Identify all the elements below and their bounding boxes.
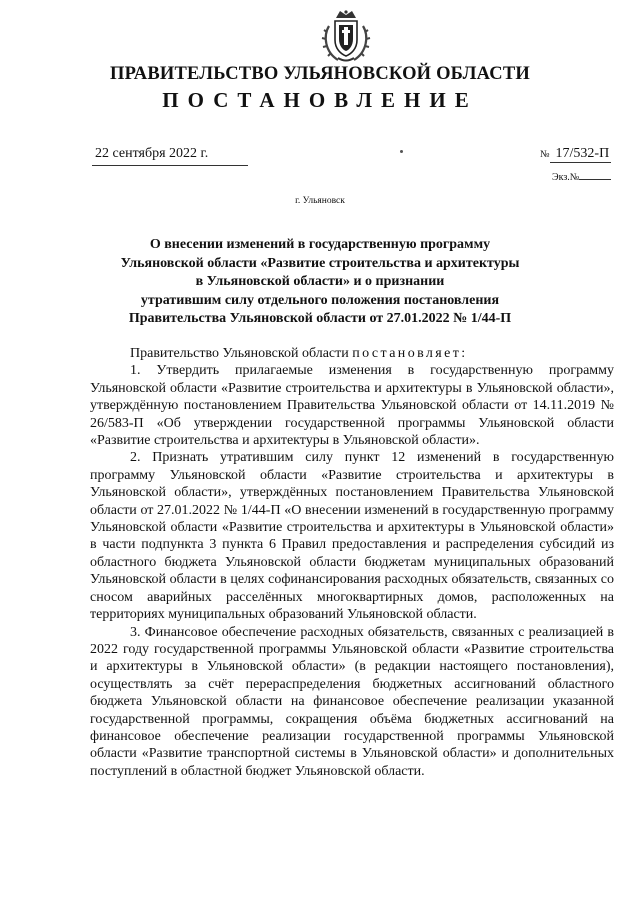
document-number: [540, 146, 611, 163]
intro-text: Правительство Ульяновской области: [130, 346, 349, 361]
copy-blank: [579, 179, 611, 180]
number-sign: №: [540, 149, 550, 160]
document-heading: [100, 236, 540, 329]
heading-line: утратившим силу отдельного положения постановления: [140, 292, 500, 308]
paragraph-1: 1. Утвердить прилагаемые изменения в государственную программу Ульяновской области «Развитие строительства и архитектуры в Ульяновской области», утверждённую постановлением Правительства Ульяновской области от 14.11.2019 № 26/583-П «Об утверждении государственной программы Ульяновской области «Развитие строительства и архитектуры в Ульяновской области».: [90, 363, 614, 449]
heading-line: О внесении изменений в государственную программу: [149, 237, 491, 252]
document-date: 22 сентября 2022 г.: [95, 146, 209, 161]
intro-verb: постановляет:: [352, 346, 468, 361]
scan-speck: [400, 150, 403, 153]
number-value: 17/532-П: [550, 146, 612, 163]
date-underline: [92, 165, 248, 166]
document-body: [90, 345, 614, 780]
city: г. Ульяновск: [295, 196, 345, 206]
heading-line: Правительства Ульяновской области от 27.01.2022 № 1/44-П: [128, 311, 512, 326]
ulyanovsk-coat-of-arms-icon: [320, 8, 372, 64]
intro-paragraph: [90, 345, 614, 362]
copy-label: Экз.№: [552, 172, 580, 183]
paragraph-2: 2. Признать утратившим силу пункт 12 изменений в государственную программу Ульяновской области «Развитие строительства и архитектуры в Ульяновской области», утверждённых постановлением Правительства Ульяновской области от 27.01.2022 № 1/44-П «О внесении изменений в государственную программу Ульяновской области «Развитие строительства и архитектуры в Ульяновской области» в части подпункта 3 пункта 6 Правил предоставления и распределения субсидий из областного бюджета Ульяновской области бюджетам муниципальных образований Ульяновской области в целях софинансирования расходных обязательств, связанных со сносом аварийных расселённых многоквартирных домов, расположенных на территориях муниципальных образований Ульяновской области.: [90, 450, 614, 623]
document-type: ПОСТАНОВЛЕНИЕ: [162, 88, 478, 112]
paragraph-3: 3. Финансовое обеспечение расходных обязательств, связанных с реализацией в 2022 году государственной программы Ульяновской области «Развитие строительства и архитектуры в Ульяновской области» (в редакции настоящего постановления), осуществлять за счёт перераспределения бюджетных ассигнований областного бюджета Ульяновской области на финансовое обеспечение реализации указанной государственной программы, сокращения объёма бюджетных ассигнований на финансовое обеспечение реализации государственной программы Ульяновской области «Развитие транспортной системы в Ульяновской области» и дополнительных поступлений в областной бюджет Ульяновской области.: [90, 624, 614, 779]
heading-line: Ульяновской области «Развитие строительства и архитектуры: [120, 255, 520, 271]
copy-number: [552, 172, 611, 183]
government-title: ПРАВИТЕЛЬСТВО УЛЬЯНОВСКОЙ ОБЛАСТИ: [110, 64, 530, 84]
heading-line: в Ульяновской области» и о признании: [195, 274, 445, 289]
